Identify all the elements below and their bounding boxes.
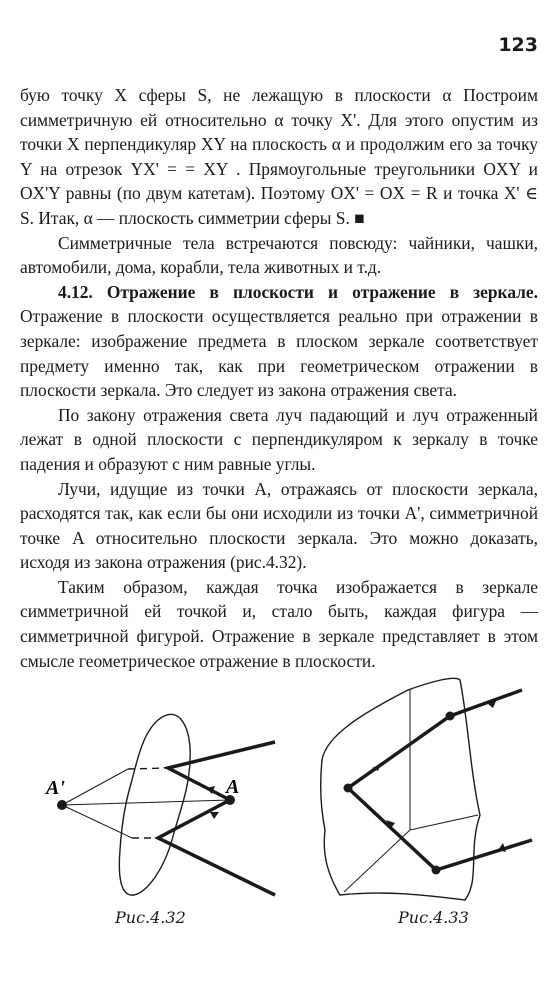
section-heading: 4.12. Отражение в плоскости и отражение в зеркале. — [58, 281, 538, 302]
paragraph-6: Таким образом, каждая точка изображается в зеркале симметричной ей точкой и, стало быть, каждая фигура — симметричной фигурой. Отражение в зеркале представляет в этом смысле геометрическое отражение в плоскости. — [20, 576, 538, 671]
ray-path — [348, 690, 532, 870]
body-text — [20, 83, 538, 673]
caption-4-32: Рис.4.32 — [115, 908, 186, 927]
thin-line-a-prime-a — [62, 800, 230, 805]
figure-4-33 — [310, 660, 545, 905]
mirror-plane-outline — [119, 714, 190, 895]
upper-ray — [168, 742, 275, 800]
label-a: A — [226, 776, 240, 798]
paragraph-1: бую точку X сферы S, не лежащую в плоскости α Построим симметричную ей относительно α точку X'. Для этого опустим из точки X перпендикуляр XY на плоскость α и продолжим его за точку Y на отрезок YX' = = XY . Прямоугольные треугольники OXY и OX'Y равны (по двум катетам). Поэтому OX' = OX = R и точка X' ∈ S. Итак, α — плоскость симметрии сферы S. ■ — [20, 85, 538, 228]
label-a-prime: A' — [46, 777, 65, 799]
point-3 — [432, 866, 441, 875]
thin-line-a-prime-upper — [62, 769, 128, 805]
paragraph-2: Симметричные тела встречаются повсюду: чайники, чашки, автомобили, дома, корабли, тела животных и т.д. — [20, 232, 538, 278]
dashed-line-upper — [128, 768, 168, 769]
paragraph-3 — [20, 280, 538, 403]
section-body: Отражение в плоскости осуществляется реально при отражении в зеркале: изображение предмета в плоском зеркале соответствует предмету именно так, как при геометрическом отражении в плоскости зеркала. Это следует из закона отражения света. — [20, 306, 538, 401]
paragraph-4: По закону отражения света луч падающий и луч отраженный лежат в одной плоскости с перпендикуляром к зеркалу в точке падения и образуют с ним равные углы. — [20, 404, 538, 474]
page-number: 123 — [498, 34, 538, 56]
corner-edge-right — [410, 815, 478, 830]
caption-4-33: Рис.4.33 — [398, 908, 469, 927]
point-1 — [446, 712, 455, 721]
arrow-head-2 — [210, 812, 219, 819]
figure-4-32 — [40, 690, 290, 905]
paragraph-5: Лучи, идущие из точки A, отражаясь от плоскости зеркала, расходятся так, как если бы они исходили из точки A', симметричной точке A относительно плоскости зеркала. Это можно доказать, исходя из закона отражения (рис.4.32). — [20, 478, 538, 573]
point-2 — [344, 784, 353, 793]
thin-line-a-prime-lower — [62, 805, 132, 838]
corner-edge-left — [344, 830, 410, 892]
